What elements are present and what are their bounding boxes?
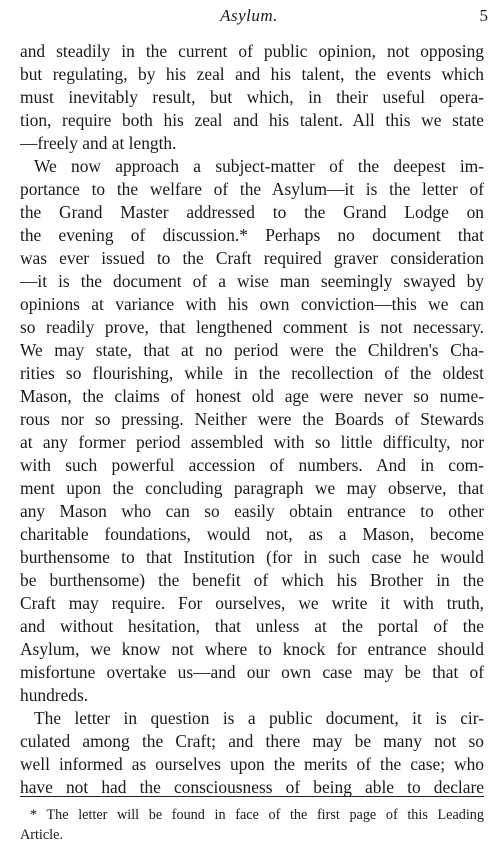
text-line: the evening of discussion.* Perhaps no document that (20, 225, 484, 245)
text-line: misfortune overtake us—and our own case may be that of (20, 662, 484, 682)
text-line: burthensome to that Institution (for in such case he would (20, 547, 484, 567)
text-line: was ever issued to the Craft required graver consideration (20, 248, 484, 268)
text-line: hundreds. (20, 685, 89, 705)
text-line: We now approach a subject-matter of the deepest im- (34, 156, 484, 176)
footnote-divider (20, 796, 484, 797)
page-number: 5 (479, 6, 488, 25)
text-line: charitable foundations, would not, as a Mason, become (20, 524, 484, 544)
text-line: ment upon the concluding paragraph we may observe, that (20, 478, 484, 498)
body-text (20, 40, 484, 799)
footnote (20, 805, 484, 845)
text-line: We may state, that at no period were the Children's Cha- (20, 340, 484, 360)
text-line: the Grand Master addressed to the Grand Lodge on (20, 202, 484, 222)
text-line: Asylum, we know not where to knock for entrance should (20, 639, 484, 659)
text-line: culated among the Craft; and there may be many not so (20, 731, 484, 751)
text-line: must inevitably result, but which, in their useful opera- (20, 87, 484, 107)
text-line: so readily prove, that lengthened comment is not necessary. (20, 317, 484, 337)
text-line: well informed as ourselves upon the merits of the case; who (20, 754, 484, 774)
running-title: Asylum. (220, 6, 278, 25)
text-line: opinions at variance with his own conviction—this we can (20, 294, 484, 314)
text-line: portance to the welfare of the Asylum—it is the letter of (20, 179, 484, 199)
text-line: with such powerful accession of numbers. And in com- (20, 455, 484, 475)
text-line: Mason, the claims of honest old age were never so nume- (20, 386, 484, 406)
text-line: have not had the consciousness of being able to declare (20, 777, 484, 797)
text-line: rities so flourishing, while in the recollection of the oldest (20, 363, 484, 383)
text-line: rous nor so pressing. Neither were the Boards of Stewards (20, 409, 484, 429)
running-head (0, 6, 498, 26)
footnote-line: Article. (20, 827, 63, 843)
footnote-line: * The letter will be found in face of the first page of this Leading (30, 807, 484, 823)
text-line: at any former period assembled with so little difficulty, nor (20, 432, 484, 452)
text-line: tion, require both his zeal and his talent. All this we state (20, 110, 484, 130)
text-line: but regulating, by his zeal and his talent, the events which (20, 64, 484, 84)
text-line: Craft may require. For ourselves, we write it with truth, (20, 593, 484, 613)
text-line: The letter in question is a public document, it is cir- (34, 708, 484, 728)
text-line: be burthensome) the benefit of which his Brother in the (20, 570, 484, 590)
text-line: any Mason who can so easily obtain entrance to other (20, 501, 484, 521)
text-line: and without hesitation, that unless at the portal of the (20, 616, 484, 636)
text-line: —it is the document of a wise man seemingly swayed by (20, 271, 484, 291)
text-line: —freely and at length. (20, 133, 177, 153)
text-line: and steadily in the current of public opinion, not opposing (20, 41, 484, 61)
